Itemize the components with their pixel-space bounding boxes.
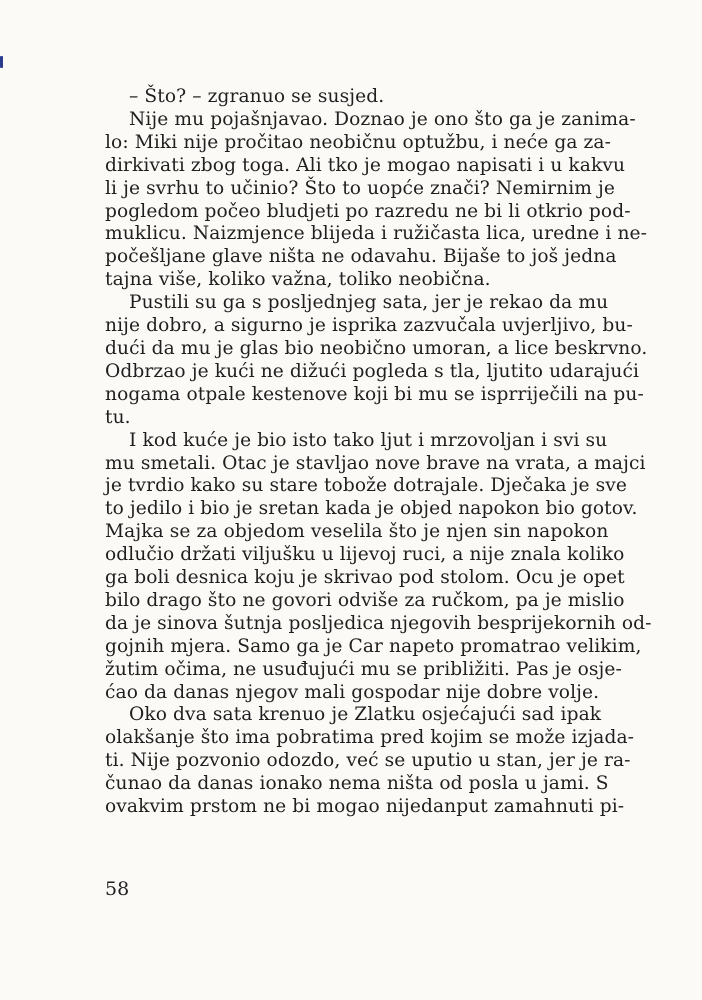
text-line: je tvrdio kako su stare tobože dotrajale. Dječaka je sve bbox=[105, 475, 627, 497]
text-line: lo: Miki nije pročitao neobičnu optužbu, i neće ga za- bbox=[105, 131, 611, 153]
text-line: Majka se za objedom veselila što je njen sin napokon bbox=[105, 521, 609, 543]
text-line: gojnih mjera. Samo ga je Car napeto promatrao velikim, bbox=[105, 635, 642, 657]
text-line: da je sinova šutnja posljedica njegovih besprijekornih od- bbox=[105, 612, 652, 634]
text-line: tu. bbox=[105, 406, 131, 428]
text-line: odlučio držati viljušku u lijevoj ruci, a nije znala koliko bbox=[105, 544, 625, 566]
text-line: čunao da danas ionako nema ništa od posla u jami. S bbox=[105, 773, 609, 795]
text-line: ga boli desnica koju je skrivao pod stolom. Ocu je opet bbox=[105, 567, 625, 589]
text-line: mu smetali. Otac je stavljao nove brave na vrata, a majci bbox=[105, 452, 646, 474]
text-line: bilo drago što ne govori odviše za ručkom, pa je mislio bbox=[105, 589, 625, 611]
text-line: olakšanje što ima pobratima pred kojim se može izjada- bbox=[105, 727, 635, 749]
text-line: ćao da danas njegov mali gospodar nije dobre volje. bbox=[105, 681, 600, 703]
text-line: počešljane glave ništa ne odavahu. Bijaše to još jedna bbox=[105, 246, 617, 268]
body-text bbox=[105, 86, 652, 819]
text-line: Nije mu pojašnjavao. Doznao je ono što ga je zanima- bbox=[129, 108, 636, 130]
text-line: Oko dva sata krenuo je Zlatku osjećajući sad ipak bbox=[129, 704, 602, 726]
text-line: Odbrzao je kući ne dižući pogleda s tla, ljutito udarajući bbox=[105, 360, 640, 382]
text-line: pogledom počeo bludjeti po razredu ne bi li otkrio pod- bbox=[105, 200, 631, 222]
text-line: Pustili su ga s posljednjeg sata, jer je rekao da mu bbox=[129, 292, 609, 314]
text-line: dirkivati zbog toga. Ali tko je mogao napisati i u kakvu bbox=[105, 154, 626, 176]
scan-edge-mark bbox=[0, 56, 3, 68]
text-line: I kod kuće je bio isto tako ljut i mrzovoljan i svi su bbox=[129, 429, 608, 451]
text-line: tajna više, koliko važna, toliko neobična. bbox=[105, 269, 491, 291]
text-line: – Što? – zgranuo se susjed. bbox=[129, 86, 385, 107]
text-line: li je svrhu to učinio? Što to uopće znači? Nemirnim je bbox=[105, 177, 615, 199]
text-line: ovakvim prstom ne bi mogao nijedanput zamahnuti pi- bbox=[105, 796, 625, 818]
text-line: žutim očima, ne usuđujući mu se približiti. Pas je osje- bbox=[105, 658, 622, 680]
text-line: muklicu. Naizmjence blijeda i ružičasta lica, uredne i ne- bbox=[105, 223, 648, 245]
text-line: dući da mu je glas bio neobično umoran, a lice beskrvno. bbox=[105, 337, 648, 359]
page-number: 58 bbox=[105, 878, 130, 900]
text-line: ti. Nije pozvonio odozdo, već se uputio u stan, jer je ra- bbox=[105, 750, 631, 772]
text-line: nogama otpale kestenove koji bi mu se isprriječili na pu- bbox=[105, 383, 644, 405]
text-line: to jedilo i bio je sretan kada je objed napokon bio gotov. bbox=[105, 498, 638, 520]
text-line: nije dobro, a sigurno je isprika zazvučala uvjerljivo, bu- bbox=[105, 315, 633, 337]
